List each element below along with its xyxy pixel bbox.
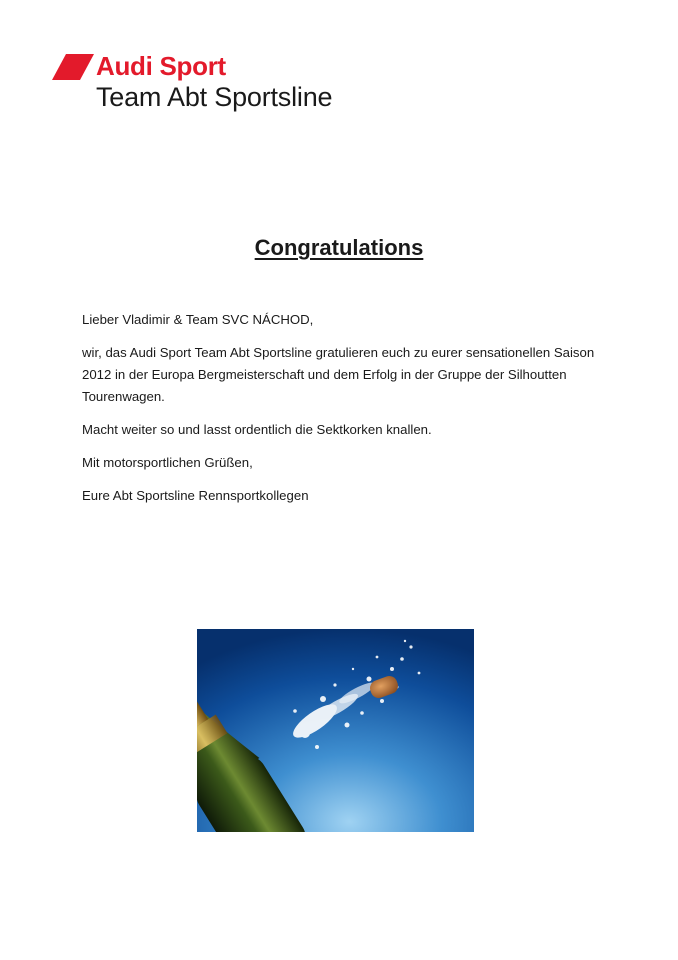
audi-sport-mark-icon: [52, 54, 94, 80]
brand-name: Audi Sport: [96, 51, 226, 81]
salutation: Lieber Vladimir & Team SVC NÁCHOD,: [82, 312, 314, 327]
closing: Mit motorsportlichen Grüßen,: [82, 455, 253, 470]
letter-body: [82, 309, 622, 518]
title-text: Congratulations: [254, 235, 424, 260]
team-logo: [52, 50, 452, 120]
letter-paragraph: Macht weiter so und lasst ordentlich die Sektkorken knallen.: [82, 422, 432, 437]
signature: Eure Abt Sportsline Rennsportkollegen: [82, 488, 309, 503]
page-title: [0, 233, 678, 263]
letter-paragraph: wir, das Audi Sport Team Abt Sportsline gratulieren euch zu eurer sensationellen Saison 2012 in der Europa Bergmeisterschaft und dem Erfolg in der Gruppe der Silhoutten Tourenwagen.: [82, 345, 595, 404]
team-name: Team Abt Sportsline: [96, 82, 333, 112]
champagne-image: [197, 629, 474, 832]
champagne-bottle-icon: [197, 629, 474, 832]
